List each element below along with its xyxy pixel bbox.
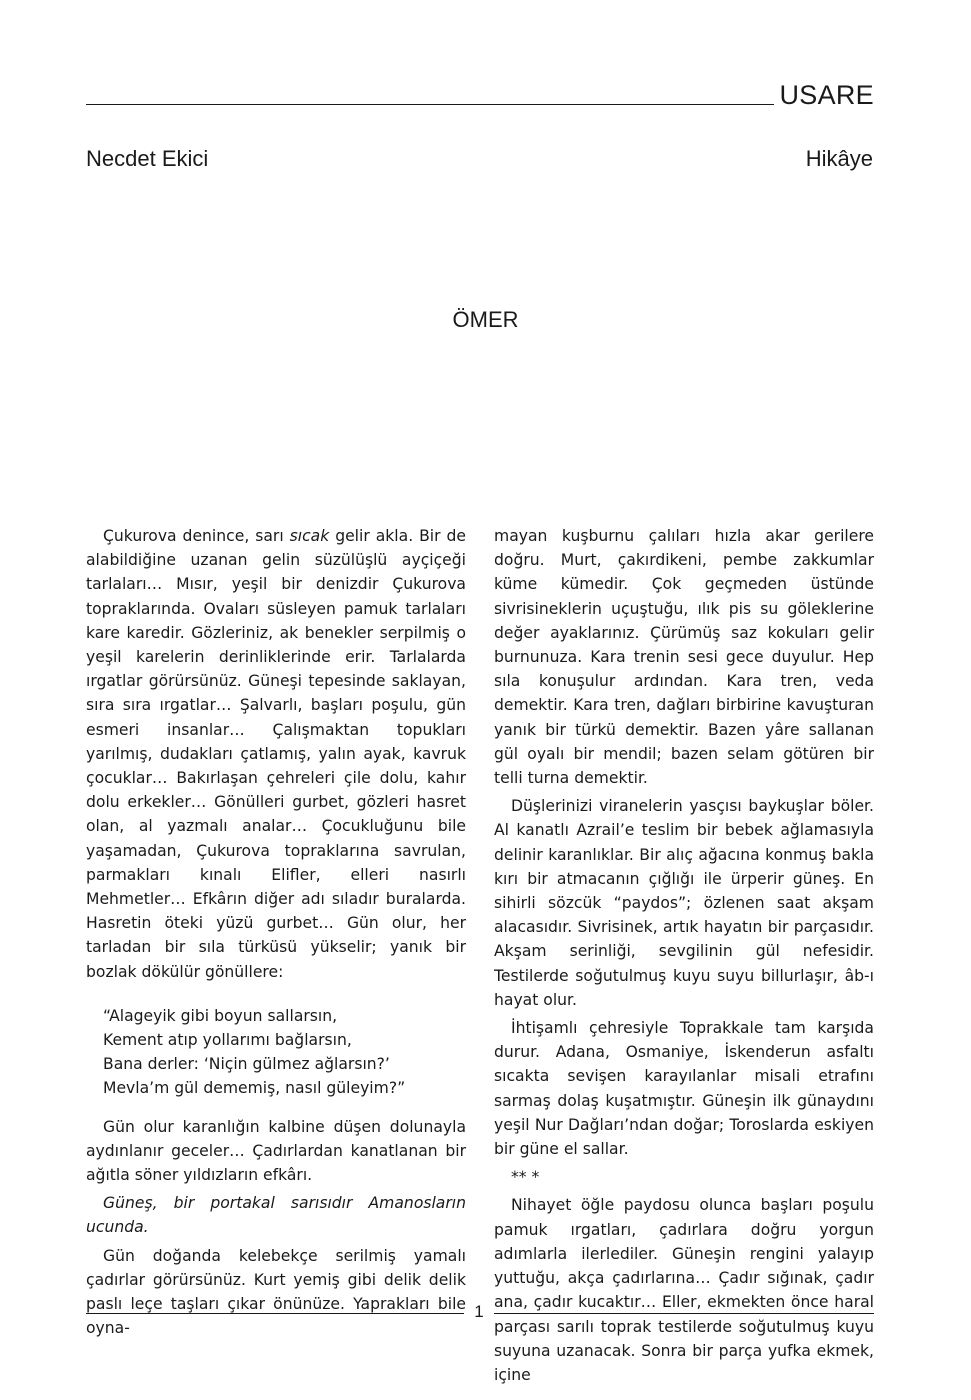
poem-line: “Alageyik gibi boyun sallarsın, [103,1006,338,1025]
paragraph: Gün doğanda kelebekçe serilmiş yamalı çadırlar görürsünüz. Kurt yemiş gibi delik delik paslı leçe taşları çıkar önünüze. Yaprakları bile oyna- [86,1246,466,1338]
right-column [494,524,874,1391]
header-rule [86,104,774,105]
journal-name: USARE [779,80,874,110]
story-title: ÖMER [452,307,519,332]
poem-line: Mevla’m gül dememiş, nasıl güleyim?” [103,1079,406,1098]
emphasis: sıcak [289,527,330,545]
paragraph-continued: mayan kuşburnu çalıları hızla akar gerilere doğru. Murt, çakırdikeni, pembe zakkumlar küme kümedir. Çok geçmeden üstünde sivrisineklerin uçuştuğu, ılık pis su göleklerine değer ayaklarınız. Çürümüş saz kokuları gelir burnunuza. Kara trenin sesi gece duyulur. Hep sıla konuşulur ardından. Kara tren, veda demektir. Kara tren, dağları birbirine kavuşturan yanık bir türkü demektir. Bazen yâre sallanan gül oyalı bir mendil; bazen selam götüren bir telli turna demektir. [494,527,874,788]
left-column [86,524,466,1345]
paragraph: Düşlerinizi viranelerin yasçısı baykuşlar böler. Al kanatlı Azrail’e teslim bir bebek ağlamasıyla delinir karanlıklar. Bir alıç ağacına konmuş bakla kırı bir atmacanın çığlığı ile ürperir güneş. En sihirli sözcük “paydos”; özlenen saat akşam alacasıdır. Sivrisinek, artık hayatın bir parçasıdır. Akşam serinliği, sevgilinin gül nefesidir. Testilerde soğutulmuş kuyu suyu billurlaşır, âb-ı hayat olur. [494,797,874,1009]
paragraph: Çukurova denince, sarı sıcak gelir akla. Bir de alabildiğine uzanan gelin süzülüşlü ayçiçeği tarlaları… Mısır, yeşil bir denizdir Çukurova topraklarında. Ovaları süsleyen pamuk tarlaları kare karedir. Gözleriniz, ak benekler serpilmiş o yeşil karelerin derinliklerinde erir. Tarlalarda ırgatlar görürsünüz. Güneşi tepesinde saklayan, sıra sıra ırgatlar… Şalvarlı, başları poşulu, gün esmeri insanlar… Çalışmaktan topukları yarılmış, dudakları çatlamış, yalın ayak, kavruk çocuklar… Bakırlaşan çehreleri çile dolu, kahır dolu erkekler… Gönülleri gurbet, gözleri hasret olan, al yazmalı analar… Çocukluğunu bile yaşamadan, Çukurova topraklarına savrulan, parmakları kınalı Elifler, elleri nasırlı Mehmetler… Efkârın diğer adı sıladır buralarda. Hasretin öteki yüzü gurbet… Gün olur, her tarladan bir sıla türküsü yükselir; yanık bir bozlak dökülür gönüllere: [86,527,466,981]
section-separator: ** * [511,1168,540,1187]
italic-paragraph: Güneş, bir portakal sarısıdır Amanosların ucunda. [86,1194,466,1237]
poem-line: Kement atıp yollarımı bağlarsın, [103,1031,352,1050]
poem-line: Bana derler: ‘Niçin gülmez ağlarsın?’ [103,1055,390,1074]
genre-label: Hikâye [805,146,873,171]
paragraph: İhtişamlı çehresiyle Toprakkale tam karşıda durur. Adana, Osmaniye, İskenderun asfaltı sıcakta sevişen karayılanlar misali etrafını sarmaş dolaş kuşatmıştır. Güneşin ilk günaydını yeşil Nur Dağları’ndan doğar; Toroslarda eskiyen bir güne el sallar. [494,1019,874,1159]
author-name: Necdet Ekici [86,146,209,171]
footer-rule-left [86,1313,464,1314]
paragraph: Gün olur karanlığın kalbine düşen dolunayla aydınlanır geceler… Çadırlardan kanatlanan bir ağıtla söner yıldızların efkârı. [86,1117,466,1185]
poem-quote [103,1004,466,1101]
page-number: 1 [474,1302,484,1321]
paragraph: Nihayet öğle paydosu olunca başları poşulu pamuk ırgatları, çadırlara doğru yorgun adımlarla ilerlediler. Güneşin rengini yalayıp yuttuğu, akça çadırlarına… Çadır sığınak, çadır ana, çadır kucaktır… Eller, ekmekten önce haral parçası sarılı toprak testilerde soğutulmuş kuyu suyuna uzanacak. Sonra bir parça yufka ekmek, içine [494,1196,874,1384]
footer-rule-right [494,1313,874,1314]
